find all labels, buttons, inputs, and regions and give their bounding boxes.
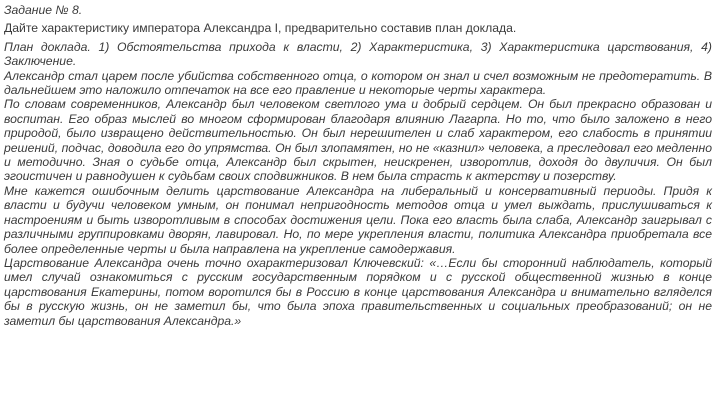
document-body — [4, 3, 712, 328]
task-label: Задание № 8. — [4, 3, 83, 17]
answer-paragraph-klyuchevsky-quote: Царствование Александра очень точно охарактеризовал Ключевский: «…Если бы сторонний наблюдатель, который имел случай ознакомиться с русским государственным порядком и с русской общественной жизнью в конце царствования Екатерины, потом воротился бы в Россию в конце царствования Александра и внимательно вгляделся бы в русскую жизнь, он не заметил бы, что была эпоха правительственных и социальных преобразований; он не заметил бы царствования Александра.» — [4, 255, 712, 328]
answer-paragraph-character: По словам современников, Александр был человеком светлого ума и добрый сердцем. Он был прекрасно образован и воспитан. Его образ мыслей во многом сформирован благодаря влиянию Лагарпа. Но то, что было заложено в него природой, было извращено действительностью. Он был нерешителен и слаб характером, его слабость в принятии решений, подчас, доводила его до упрямства. Он был злопамятен, но не «казнил» человека, а преследовал его медленно и методично. Зная о судьбе отца, Александр был скрытен, неискренен, изворотлив, доходя до двуличия. Он был эгоистичен и равнодушен к судьбам своих сподвижников. В нем была страсть к актерству и позерству. — [4, 97, 712, 184]
answer-plan-paragraph: План доклада. 1) Обстоятельства прихода к власти, 2) Характеристика, 3) Характеристика царствования, 4) Заключение. — [4, 39, 712, 69]
answer-paragraph-reign: Мне кажется ошибочным делить царствование Александра на либеральный и консервативный периоды. Придя к власти и будучи человеком умным, он понимал непригодность методов отца и умел выждать, прислушиваться к настроениям и быть изворотливым в способах достижения цели. Пока его власть была слаба, Александр заигрывал с различными группировками дворян, лавировал. Но, по мере укрепления власти, политика Александра приобретала все более определенные черты и была направлена на укрепление самодержавия. — [4, 183, 712, 256]
answer-paragraph-accession: Александр стал царем после убийства собственного отца, о котором он знал и счел возможным не предотератить. В дальнейшем это наложило отпечаток на все его правление и некоторые черты характера. — [4, 68, 712, 98]
task-question: Дайте характеристику императора Александра I, предварительно составив план доклада. — [4, 21, 517, 36]
